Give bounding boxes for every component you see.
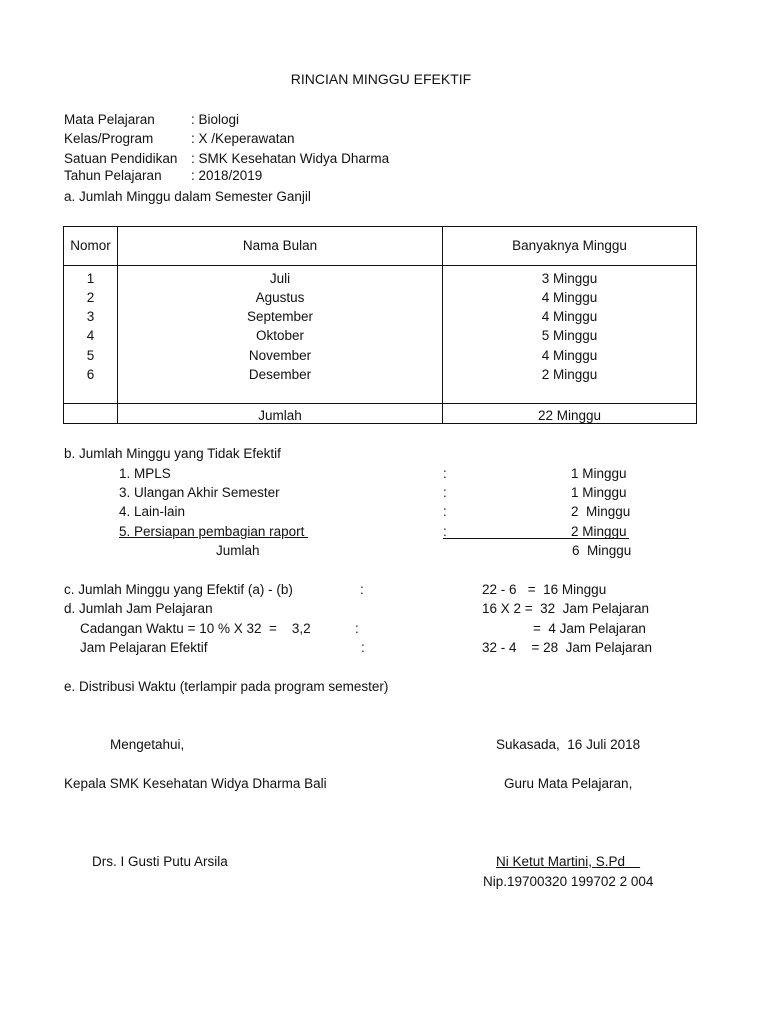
section-b-item-label: 1. MPLS: [119, 466, 171, 481]
info-value-mata-pelajaran: : Biologi: [191, 112, 240, 127]
table-cell-weeks: 3 Minggu: [541, 271, 598, 286]
section-d-efektif-value: 32 - 4 = 28 Jam Pelajaran: [482, 640, 652, 655]
section-b-item-label: 5. Persiapan pembagian raport: [119, 524, 309, 539]
info-value-satuan-pendidikan: : SMK Kesehatan Widya Dharma: [191, 151, 390, 166]
section-b-item-sep: :: [443, 466, 447, 481]
table-cell-month: Agustus: [255, 290, 305, 305]
table-cell-month: September: [246, 309, 314, 324]
info-label-mata-pelajaran: Mata Pelajaran: [64, 112, 155, 127]
table-cell-weeks: 4 Minggu: [541, 290, 598, 305]
section-b-item-value: 1 Minggu: [571, 485, 627, 500]
table-cell-month: November: [248, 348, 312, 363]
info-label-kelas-program: Kelas/Program: [64, 131, 154, 146]
signature-left-name: Drs. I Gusti Putu Arsila: [92, 854, 228, 869]
table-header-nomor: Nomor: [70, 238, 111, 253]
section-b-item-label: 4. Lain-lain: [119, 504, 186, 519]
table-cell-no: 6: [86, 367, 95, 382]
document-title: RINCIAN MINGGU EFEKTIF: [290, 71, 472, 87]
section-d-cadangan-value: = 4 Jam Pelajaran: [533, 621, 646, 636]
table-cell-weeks: 4 Minggu: [541, 309, 598, 324]
signature-right-role: Guru Mata Pelajaran,: [504, 776, 633, 791]
section-d-value: 16 X 2 = 32 Jam Pelajaran: [482, 601, 649, 616]
section-d-cadangan-label: Cadangan Waktu = 10 % X 32 = 3,2: [80, 621, 311, 636]
section-b-total-label: Jumlah: [216, 543, 260, 558]
table-cell-weeks: 5 Minggu: [541, 328, 598, 343]
section-e-text: e. Distribusi Waktu (terlampir pada program semester): [64, 679, 389, 694]
table-cell-month: Juli: [269, 271, 291, 286]
section-b-item-value: 1 Minggu: [571, 466, 627, 481]
section-b-item-value: 2 Minggu: [571, 504, 631, 519]
table-cell-month: Oktober: [255, 328, 305, 343]
table-divider: [64, 403, 696, 404]
table-cell-weeks: 2 Minggu: [541, 367, 598, 382]
section-d-cadangan-sep: :: [355, 621, 359, 636]
table-header-nama-bulan: Nama Bulan: [242, 238, 318, 253]
table-cell-no: 3: [86, 309, 95, 324]
info-value-kelas-program: : X /Keperawatan: [191, 131, 295, 146]
table-cell-no: 2: [86, 290, 95, 305]
table-total-value: 22 Minggu: [537, 408, 602, 423]
section-d-efektif-sep: :: [361, 640, 365, 655]
table-cell-month: Desember: [248, 367, 312, 382]
signature-right-nip: Nip.19700320 199702 2 004: [483, 874, 654, 889]
table-cell-no: 4: [86, 328, 95, 343]
section-c-value: 22 - 6 = 16 Minggu: [482, 582, 607, 597]
signature-left-top: Mengetahui,: [110, 737, 185, 752]
section-d-efektif-label: Jam Pelajaran Efektif: [80, 640, 208, 655]
table-total-label: Jumlah: [258, 408, 302, 423]
section-d-label: d. Jumlah Jam Pelajaran: [64, 601, 213, 616]
weeks-table: [63, 226, 697, 424]
section-b-item-label: 3. Ulangan Akhir Semester: [119, 485, 280, 500]
table-header-banyaknya-minggu: Banyaknya Minggu: [512, 238, 627, 253]
section-b-heading: b. Jumlah Minggu yang Tidak Efektif: [64, 446, 281, 461]
section-c-label: c. Jumlah Minggu yang Efektif (a) - (b): [64, 582, 293, 597]
section-a-heading: a. Jumlah Minggu dalam Semester Ganjil: [64, 189, 311, 204]
section-b-item-sep: :: [443, 504, 447, 519]
signature-left-role: Kepala SMK Kesehatan Widya Dharma Bali: [64, 776, 327, 791]
info-label-tahun-pelajaran: Tahun Pelajaran: [64, 168, 162, 183]
signature-right-place-date: Sukasada, 16 Juli 2018: [496, 737, 641, 752]
info-value-tahun-pelajaran: : 2018/2019: [191, 168, 263, 183]
signature-right-name: Ni Ketut Martini, S.Pd: [496, 854, 641, 869]
table-cell-weeks: 4 Minggu: [541, 348, 598, 363]
table-cell-no: 5: [86, 348, 95, 363]
section-c-sep: :: [360, 582, 364, 597]
section-b-item-sep: :: [443, 524, 447, 539]
table-cell-no: 1: [86, 271, 95, 286]
table-divider: [64, 265, 696, 266]
section-b-item-sep: :: [443, 485, 447, 500]
section-b-total-value: 6 Minggu: [572, 543, 632, 558]
section-b-item-value: 2 Minggu: [571, 524, 627, 539]
info-label-satuan-pendidikan: Satuan Pendidikan: [64, 151, 178, 166]
